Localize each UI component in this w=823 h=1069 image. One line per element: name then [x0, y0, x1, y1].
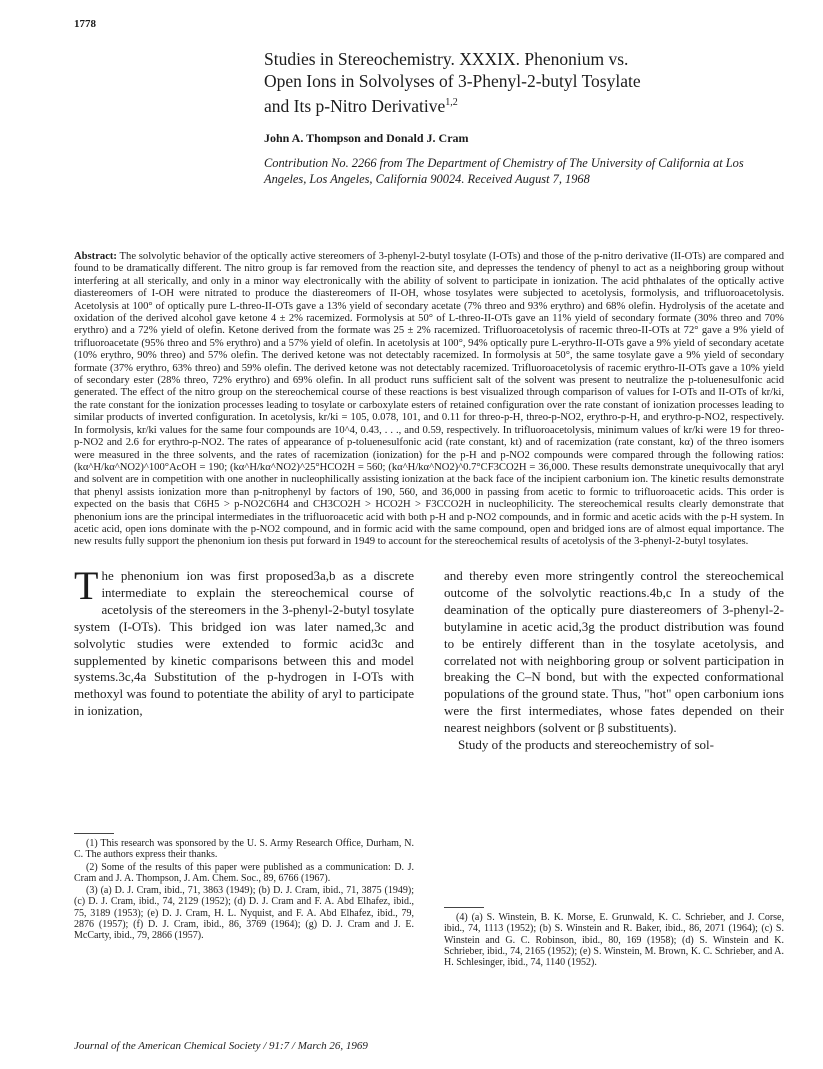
drop-cap: T [74, 563, 99, 608]
footnote-rule-left [74, 833, 114, 834]
abstract-label: Abstract: [74, 251, 117, 262]
title-block [264, 48, 784, 187]
abstract-text: The solvolytic behavior of the optically active stereomers of 3-phenyl-2-butyl tosylate (I-OTs) and those of the p-nitro derivative (II-OTs) are compared and found to be dramatically different. The nitro group is far removed from the reaction site, and depresses the tendency of phenyl to act as a neighboring group without interfering at all sterically, and only in a minor way electronically with the ability of solvent to participate in ionization. The acid phthalates of the optically active diastereomers of I-OH were nitrated to produce the diastereomers of II-OH, whose tosylates were subjected to acetolysis, formolysis, and trifluoroacetolysis. Acetolysis at 100° of optically pure L-threo-II-OTs gave a 13% yield of secondary acetate (7% threo and 93% erythro) and 68% olefin. Hydrolysis of the acetate and oxidation of the derived alcohol gave ketone 4 ± 2% racemized. Formolysis at 50° of L-threo-II-OTs gave an 11% yield of secondary formate (30% threo and 70% erythro) and a 72% yield of olefin. Ketone derived from the formate was 25 ± 2% racemized. Trifluoroacetolysis of racemic threo-II-OTs at 72° gave a 9% yield of trifluoroacetate (95% threo and 5% erythro) and a 57% yield of olefin. In acetolysis at 100°, 94% optically pure L-erythro-II-OTs gave a 9% yield of secondary acetate (10% erythro, 90% threo) and 57% olefin. The derived ketone was not detectably racemized. In formolysis at 50°, the same tosylate gave a 9% yield of secondary formate (37% erythro, 63% threo) and 59% olefin. The derived ketone was not detectably racemized. Trifluoroacetolysis of racemic erythro-II-OTs gave a 10% yield of secondary ester (28% threo, 72% erythro) and 69% olefin. In all product runs sufficient salt of the solvent was present to neutralize the p-toluenesulfonic acid generated. The effect of the nitro group on the stereochemical course of these reactions is best visualized through comparison of values for I-OTs and II-OTs of kr/ki, the rate constant for the ionization processes leading to tosylate or carboxylate esters of retained configuration over the rate constant of ionization processes leading to similar products of inverted configuration. In acetolysis, kr/ki = 105, 0.078, 101, and 0.11 for threo-p-H, threo-p-NO2, erythro-p-H, and erythro-p-NO2, respectively. In formolysis, kr/ki values for the same four compounds are 10^4, 0.43, . . ., and 0.59, respectively. In trifluoroacetolysis, minimum values of kr/ki were 19 for threo-p-NO2 and 2.6 for erythro-p-NO2. The rates of appearance of p-toluenesulfonic acid (rate constant, kt) and of racemization (rate constant, kα) of the threo isomers were measured in the three solvents, and the rates of racemization (ionization) for the p-H and p-NO2 compounds were compared through the following ratios: (kα^H/kα^NO2)^100°AcOH = 190; (kα^H/kα^NO2)^25°HCO2H = 560; (kα^H/kα^NO2)^0.7°CF3CO2H = 36,000. These results demonstrate unequivocally that aryl and solvent are in competition with one another in nucleophilically assisting ionization at the back face of the incipient carbonium ion. The kinetic results demonstrate that phenyl assists ionization more than p-nitrophenyl by factors of 190, 560, and 36,000 in passing from acetic to formic to trifluoroacetic acids. This order is expected on the basis that C6H5 > p-NO2C6H4 and CH3CO2H > HCO2H > F3CCO2H in nucleophilicity. The stereochemical results clearly demonstrate that phenonium ions are the principal intermediates in the trifluoroacetic acid with both p-H and p-NO2 compounds, and in formic and acetic acids with the p-H system. In acetic acid, open ions dominate with the p-NO2 compound, and in formic acid with the same compound, open and bridged ions are of almost equal importance. The new results fully support the phenonium ion thesis put forward in 1949 to account for the stereochemical results of acetolysis of the 3-phenyl-2-butyl tosylates. [74, 251, 784, 548]
title-line-1: Studies in Stereochemistry. XXXIX. Phenonium vs. [264, 49, 629, 69]
page-number: 1778 [74, 18, 96, 30]
affiliation: Contribution No. 2266 from The Department of Chemistry of The University of California at Los Angeles, Los Angeles, California 90024. Received August 7, 1968 [264, 155, 744, 186]
body-text-left: he phenonium ion was first proposed3a,b as a discrete intermediate to explain the stereochemical course of acetolysis of the stereomers in the 3-phenyl-2-butyl tosylate system (I-OTs). This bridged ion was later named,3c and solvolytic studies were extended to formic acid3c and supplemented by kinetic comparisons between this and model systems.3c,4a Substitution of the p-hydrogen in I-OTs with methoxyl was found to potentiate the ability of aryl to participate in ionization, [74, 568, 414, 719]
footnote: (1) This research was sponsored by the U. S. Army Research Office, Durham, N. C. The authors express their thanks. [74, 838, 414, 861]
footnote: (2) Some of the results of this paper were published as a communication: D. J. Cram and J. A. Thompson, J. Am. Chem. Soc., 89, 6766 (1967). [74, 861, 414, 884]
body-column-right [444, 568, 784, 754]
journal-footer: Journal of the American Chemical Society / 91:7 / March 26, 1969 [74, 1040, 368, 1052]
footnotes-right [444, 912, 784, 969]
body-paragraph-3: Study of the products and stereochemistry of sol- [458, 737, 714, 753]
footnotes-left [74, 838, 414, 943]
footnote: (3) (a) D. J. Cram, ibid., 71, 3863 (1949); (b) D. J. Cram, ibid., 71, 3875 (1949); (c) D. J. Cram, ibid., 74, 2129 (1952); (d) D. J. Cram and F. A. Abd Elhafez, ibid., 75, 3189 (1953); (e) D. J. Cram, H. L. Nyquist, and F. A. Abd Elhafez, ibid., 79, 2876 (1957); (f) D. J. Cram, ibid., 86, 3769 (1964); (g) D. J. Cram and J. E. McCarty, ibid., 79, 2866 (1957). [74, 885, 414, 942]
body-column-left [74, 563, 414, 720]
footnote-rule-right [444, 907, 484, 908]
article-title [264, 48, 784, 117]
body-paragraph-2: and thereby even more stringently control the stereochemical outcome of the solvolytic reactions.4b,c In a study of the deamination of the optically pure diastereomers of 3-phenyl-2-butylamine in acetic acid,3g the product distribution was found to be entirely different than in the tosylate acetolysis, and correlated not with neighboring group or solvent participation in breaking the C–N bond, but with the expected conformational populations of the ground state. Thus, "hot" open carbonium ions were the first intermediates, whose fates depended on their nearest neighbors (solvent or β substituents). [444, 568, 784, 736]
authors: John A. Thompson and Donald J. Cram [264, 130, 469, 145]
body-paragraph-1 [74, 563, 414, 720]
abstract [74, 251, 784, 549]
title-footnote-mark: 1,2 [445, 97, 458, 108]
title-line-2: Open Ions in Solvolyses of 3-Phenyl-2-butyl Tosylate [264, 71, 641, 91]
title-line-3: and Its p-Nitro Derivative [264, 95, 446, 116]
footnote: (4) (a) S. Winstein, B. K. Morse, E. Grunwald, K. C. Schrieber, and J. Corse, ibid., 74, 1113 (1952); (b) S. Winstein and R. Baker, ibid., 86, 2071 (1964); (c) S. Winstein and G. C. Robinson, ibid., 80, 169 (1958); (d) S. Winstein and K. Schrieber, ibid., 74, 2165 (1952); (e) S. Winstein, M. Brown, K. C. Schrieber, and A. H. Schlesinger, ibid., 74, 1140 (1952). [444, 912, 784, 969]
